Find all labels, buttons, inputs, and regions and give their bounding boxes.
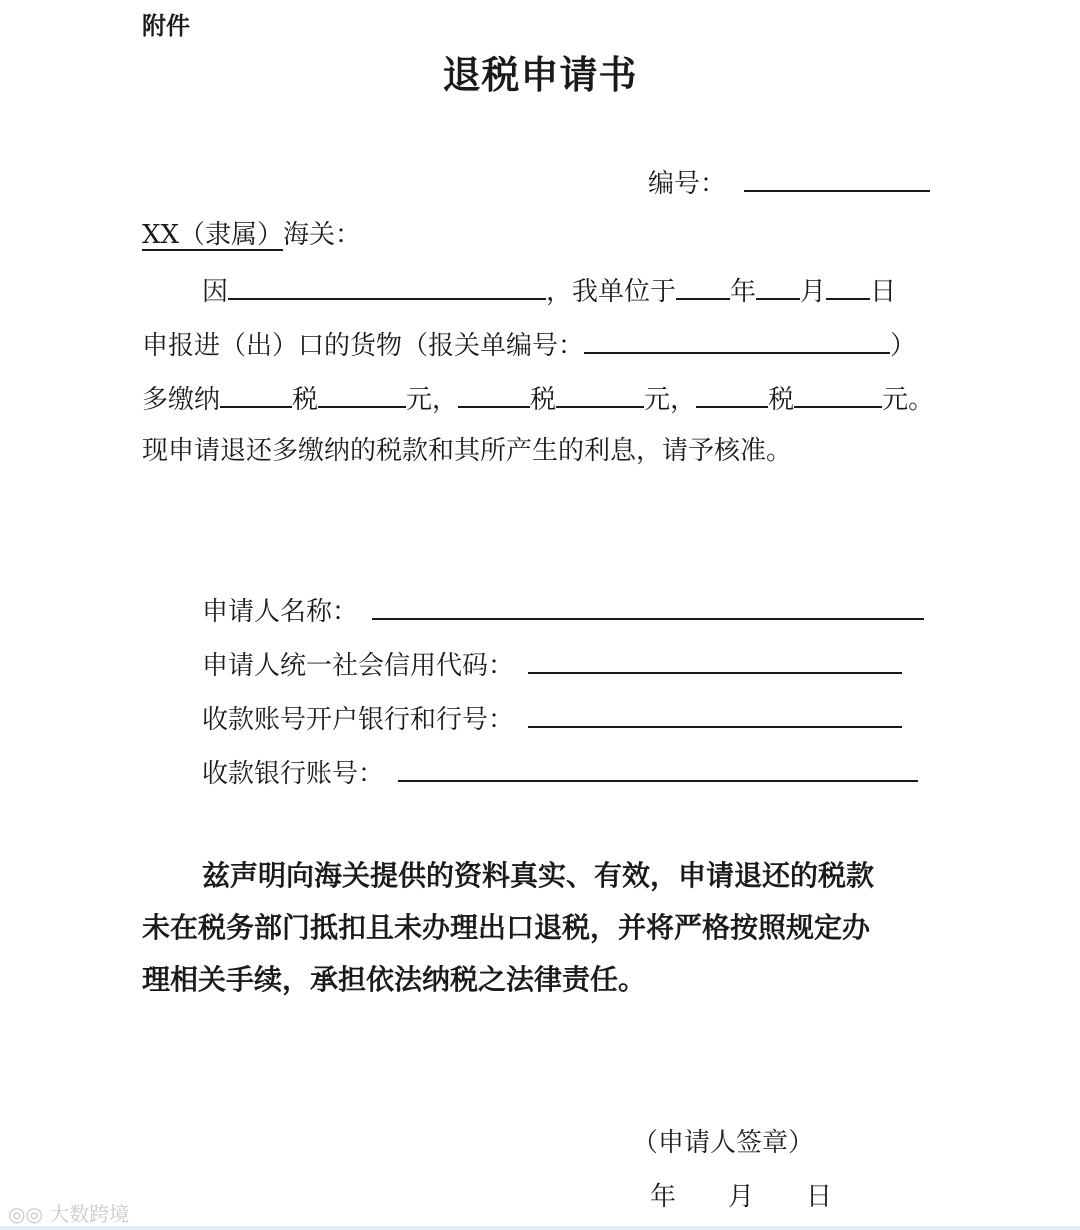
customs-suffix: 海关：: [283, 220, 362, 250]
signature-day-label: 日: [806, 1182, 833, 1212]
credit-code-field[interactable]: [528, 646, 902, 674]
reason-line: [202, 272, 896, 309]
statement-line-2: 未在税务部门抵扣且未办理出口退税，并将严格按照规定办: [142, 911, 871, 944]
credit-code-label: 申请人统一社会信用代码：: [202, 651, 515, 681]
tax-type-field-1[interactable]: [220, 380, 292, 408]
declaration-close: ）: [890, 331, 917, 361]
year-label: 年: [730, 277, 757, 307]
yuan-label-2: 元，: [644, 385, 697, 415]
signature-date: [650, 1180, 832, 1214]
bank-account-label: 收款银行账号：: [202, 759, 385, 789]
watermark-logo: [8, 1198, 129, 1227]
day-field[interactable]: [826, 272, 870, 300]
declaration-statement: [142, 850, 942, 1006]
month-field[interactable]: [756, 272, 800, 300]
overpaid-tax-line: [142, 380, 934, 417]
attachment-label: 附件: [142, 12, 190, 40]
signature-year-label: 年: [650, 1182, 677, 1212]
watermark-icon: ◎◎: [8, 1202, 43, 1226]
addressee-line: [142, 218, 361, 252]
statement-line-3: 理相关手续，承担依法纳税之法律责任。: [142, 963, 647, 996]
applicant-name-row: [202, 592, 924, 629]
bank-account-row: [202, 754, 918, 791]
statement-line-1: 兹声明向海关提供的资料真实、有效，申请退还的税款: [202, 859, 875, 892]
applicant-name-label: 申请人名称：: [202, 597, 359, 627]
amount-field-3[interactable]: [794, 380, 882, 408]
tax-type-field-3[interactable]: [696, 380, 768, 408]
tax-label-2: 税: [530, 385, 557, 415]
yuan-label-3: 元。: [882, 385, 935, 415]
tax-label-3: 税: [768, 385, 795, 415]
declaration-number-field[interactable]: [584, 326, 890, 354]
bank-info-label: 收款账号开户银行和行号：: [202, 705, 515, 735]
yuan-label-1: 元，: [406, 385, 459, 415]
serial-number-row: [648, 164, 930, 201]
bank-info-row: [202, 700, 902, 737]
bottom-divider: [0, 1226, 1080, 1230]
watermark-text: 大数跨境: [49, 1202, 130, 1226]
serial-number-label: 编号：: [648, 169, 727, 199]
bank-info-field[interactable]: [528, 700, 902, 728]
overpaid-label: 多缴纳: [142, 385, 221, 415]
signature-label: （申请人签章）: [632, 1128, 815, 1158]
reason-field[interactable]: [228, 272, 546, 300]
refund-request-text: 现申请退还多缴纳的税款和其所产生的利息，请予核准。: [142, 436, 793, 466]
declaration-line: [142, 326, 916, 363]
bank-account-field[interactable]: [398, 754, 918, 782]
applicant-name-field[interactable]: [372, 592, 924, 620]
tax-type-field-2[interactable]: [458, 380, 530, 408]
day-label: 日: [870, 277, 897, 307]
declaration-text: 申报进（出）口的货物（报关单编号：: [142, 331, 585, 361]
amount-field-2[interactable]: [556, 380, 644, 408]
tax-label-1: 税: [292, 385, 319, 415]
document-title: 退税申请书: [442, 53, 638, 97]
year-field[interactable]: [676, 272, 730, 300]
signature-month-label: 月: [728, 1182, 755, 1212]
amount-field-1[interactable]: [318, 380, 406, 408]
reason-mid-text: ，我单位于: [546, 277, 677, 307]
reason-prefix: 因: [202, 277, 229, 307]
customs-name: XX（隶属）: [142, 220, 284, 250]
credit-code-row: [202, 646, 902, 683]
month-label: 月: [800, 277, 827, 307]
serial-number-field[interactable]: [744, 164, 930, 192]
